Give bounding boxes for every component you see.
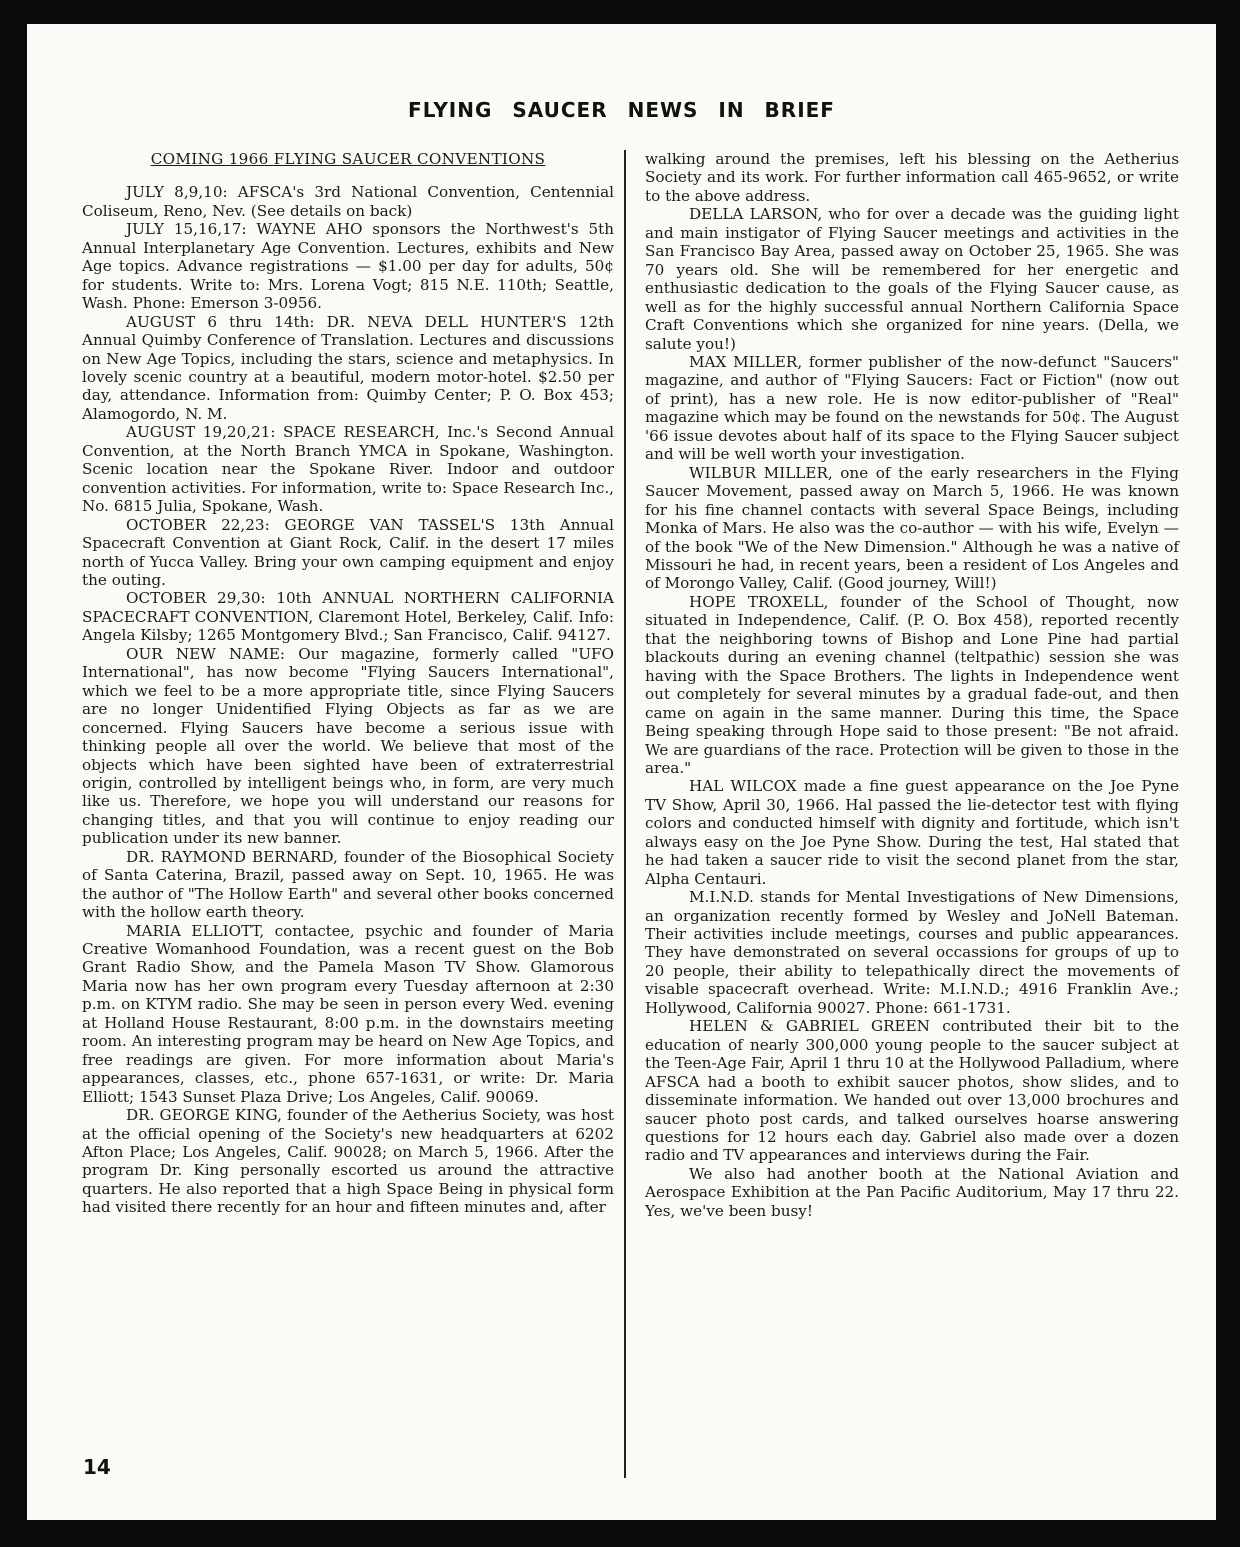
news-item: We also had another booth at the National Aviation and Aerospace Exhibition at the Pan Pacific Auditorium, May 17 thru 22. Yes, we've been busy! [645, 1164, 1179, 1220]
news-item-continuation: walking around the premises, left his blessing on the Aetherius Society and its work. For further information call 465-9652, or write to the above address. [645, 150, 1179, 205]
news-item: DR. RAYMOND BERNARD, founder of the Biosophical Society of Santa Caterina, Brazil, passed away on Sept. 10, 1965. He was the author of "The Hollow Earth" and several other books concerned with the hollow earth theory. [82, 847, 614, 922]
news-item: MAX MILLER, former publisher of the now-defunct "Saucers" magazine, and author of "Flying Saucers: Fact or Fiction" (now out of print), has a new role. He is now editor-publisher of "Real" magazine which may be found on the newstands for 50¢. The August '66 issue devotes about half of its space to the Flying Saucer subject and will be well worth your investigation. [645, 352, 1179, 464]
news-item: M.I.N.D. stands for Mental Investigations of New Dimensions, an organization recently formed by Wesley and JoNell Bateman. Their activities include meetings, courses and public appearances. They have demonstrated on several occassions for groups of up to 20 people, their ability to telepathically direct the movements of visable spacecraft overhead. Write: M.I.N.D.; 4916 Franklin Ave.; Hollywood, California 90027. Phone: 661-1731. [645, 888, 1179, 1017]
magazine-page [27, 24, 1216, 1520]
page-title: FLYING SAUCER NEWS IN BRIEF [408, 98, 835, 122]
news-item: HAL WILCOX made a fine guest appearance on the Joe Pyne TV Show, April 30, 1966. Hal passed the lie-detector test with flying colors and conducted himself with dignity and fortitude, which isn't always easy on the Joe Pyne Show. During the test, Hal stated that he had taken a saucer ride to visit the second planet from the star, Alpha Centauri. [645, 777, 1179, 888]
news-item: AUGUST 19,20,21: SPACE RESEARCH, Inc.'s Second Annual Convention, at the North Branch YMCA in Spokane, Washington. Scenic location near the Spokane River. Indoor and outdoor convention activities. For information, write to: Space Research Inc., No. 6815 Julia, Spokane, Wash. [82, 423, 614, 516]
news-item: OCTOBER 22,23: GEORGE VAN TASSEL'S 13th Annual Spacecraft Convention at Giant Rock, Calif. in the desert 17 miles north of Yucca Valley. Bring your own camping equipment and enjoy the outing. [82, 515, 614, 589]
news-item: HOPE TROXELL, founder of the School of Thought, now situated in Independence, Calif. (P. O. Box 458), reported recently that the neighboring towns of Bishop and Lone Pine had partial blackouts during an evening channel (teltpathic) session she was having with the Space Brothers. The lights in Independence went out completely for several minutes by a gradual fade-out, and then came on again in the same manner. During this time, the Space Being speaking through Hope said to those present: "Be not afraid. We are guardians of the race. Protection will be given to those in the area." [645, 592, 1179, 777]
news-item: DR. GEORGE KING, founder of the Aetherius Society, was host at the official opening of the Society's new headquarters at 6202 Afton Place; Los Angeles, Calif. 90028; on March 5, 1966. After the program Dr. King personally escorted us around the attractive quarters. He also reported that a high Space Being in physical form had visited there recently for an hour and fifteen minutes and, after [82, 1106, 614, 1217]
news-item: OUR NEW NAME: Our magazine, formerly called "UFO International", has now become "Flying Saucers International", which we feel to be a more appropriate title, since Flying Saucers are no longer Unidentified Flying Objects as far as we are concerned. Flying Saucers have become a serious issue with thinking people all over the world. We believe that most of the objects which have been sighted have been of extraterrestrial origin, controlled by intelligent beings who, in form, are very much like us. Therefore, we hope you will understand our reasons for changing titles, and that you will continue to enjoy reading our publication under its new banner. [82, 644, 614, 848]
news-item: JULY 8,9,10: AFSCA's 3rd National Convention, Centennial Coliseum, Reno, Nev. (See details on back) [82, 183, 614, 220]
news-item: MARIA ELLIOTT, contactee, psychic and founder of Maria Creative Womanhood Foundation, was a recent guest on the Bob Grant Radio Show, and the Pamela Mason TV Show. Glamorous Maria now has her own program every Tuesday afternoon at 2:30 p.m. on KTYM radio. She may be seen in person every Wed. evening at Holland House Restaurant, 8:00 p.m. in the downstairs meeting room. An interesting program may be heard on New Age Topics, and free readings are given. For more information about Maria's appearances, classes, etc., phone 657-1631, or write: Dr. Maria Elliott; 1543 Sunset Plaza Drive; Los Angeles, Calif. 90069. [82, 921, 614, 1106]
news-item: WILBUR MILLER, one of the early researchers in the Flying Saucer Movement, passed away on March 5, 1966. He was known for his fine channel contacts with several Space Beings, including Monka of Mars. He also was the co-author — with his wife, Evelyn — of the book "We of the New Dimension." Although he was a native of Missouri he had, in recent years, been a resident of Los Angeles and of Morongo Valley, Calif. (Good journey, Will!) [645, 463, 1179, 593]
news-item: HELEN & GABRIEL GREEN contributed their bit to the education of nearly 300,000 young people to the saucer subject at the Teen-Age Fair, April 1 thru 10 at the Hollywood Palladium, where AFSCA had a booth to exhibit saucer photos, show slides, and to disseminate information. We handed out over 13,000 brochures and saucer photo post cards, and talked ourselves hoarse answering questions for 12 hours each day. Gabriel also made over a dozen radio and TV appearances and interviews during the Fair. [645, 1017, 1179, 1165]
news-item: JULY 15,16,17: WAYNE AHO sponsors the Northwest's 5th Annual Interplanetary Age Convention. Lectures, exhibits and New Age topics. Advance registrations — $1.00 per day for adults, 50¢ for students. Write to: Mrs. Lorena Vogt; 815 N.E. 110th; Seattle, Wash. Phone: Emerson 3-0956. [82, 220, 614, 313]
left-column [82, 150, 614, 1217]
page-number: 14 [83, 1455, 111, 1479]
column-divider [624, 150, 626, 1478]
right-column [645, 150, 1179, 1220]
news-item: OCTOBER 29,30: 10th ANNUAL NORTHERN CALIFORNIA SPACECRAFT CONVENTION, Claremont Hotel, Berkeley, Calif. Info: Angela Kilsby; 1265 Montgomery Blvd.; San Francisco, Calif. 94127. [82, 589, 614, 645]
conventions-heading: COMING 1966 FLYING SAUCER CONVENTIONS [150, 150, 546, 168]
news-item: AUGUST 6 thru 14th: DR. NEVA DELL HUNTER'S 12th Annual Quimby Conference of Translation. Lectures and discussions on New Age Topics, including the stars, science and metaphysics. In lovely scenic country at a beautiful, modern motor-hotel. $2.50 per day, attendance. Information from: Quimby Center; P. O. Box 453; Alamogordo, N. M. [82, 312, 614, 423]
news-item: DELLA LARSON, who for over a decade was the guiding light and main instigator of Flying Saucer meetings and activities in the San Francisco Bay Area, passed away on October 25, 1965. She was 70 years old. She will be remembered for her energetic and enthusiastic dedication to the goals of the Flying Saucer cause, as well as for the highly successful annual Northern California Space Craft Conventions which she organized for nine years. (Della, we salute you!) [645, 205, 1179, 353]
